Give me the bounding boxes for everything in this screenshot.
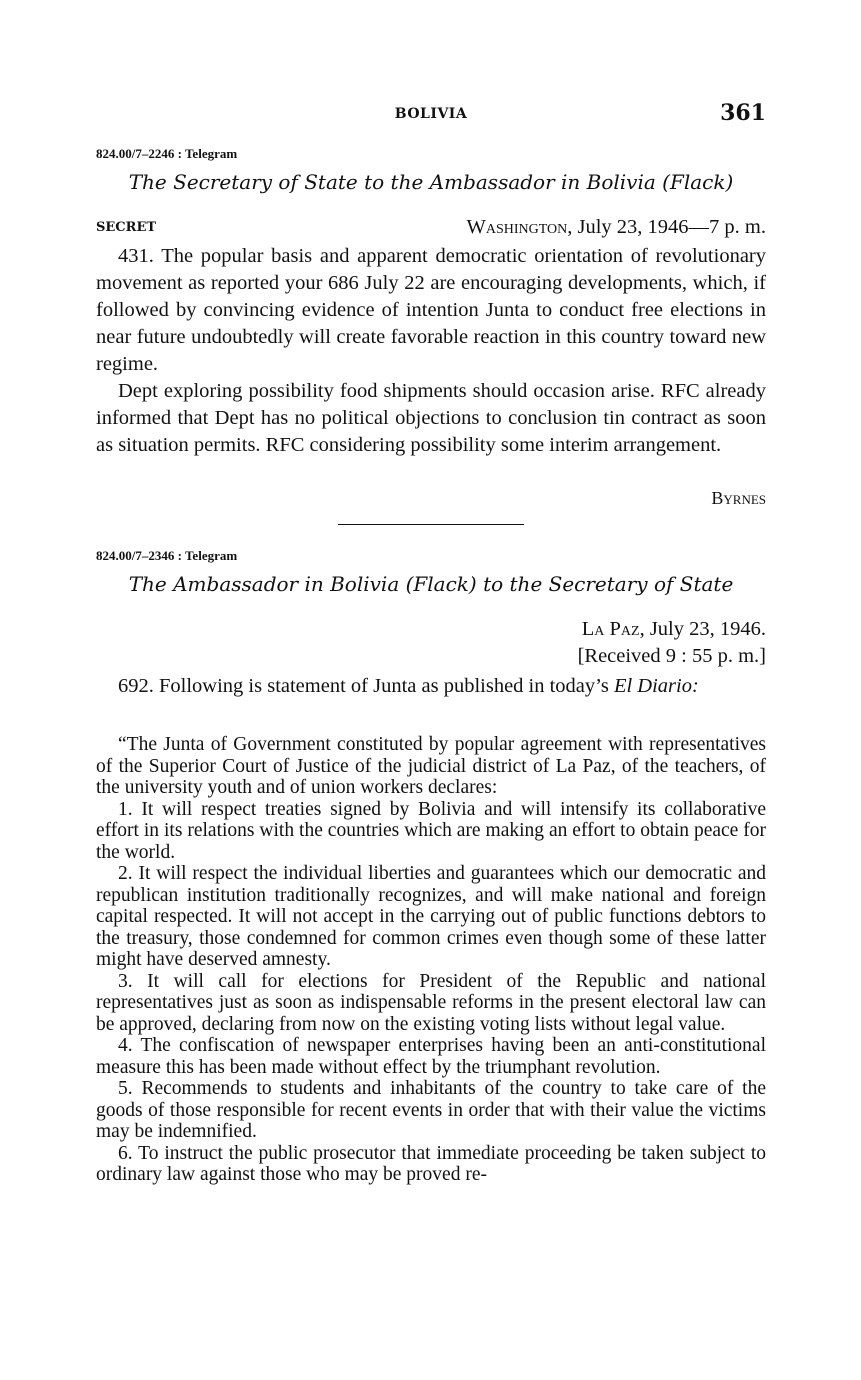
doc1-paragraph: 431. The popular basis and apparent democratic orientation of revolutionary movement as reported your 686 July 22 are encouraging developments, which, if followed by convincing evidence of intention Junta to conduct free elections in near future undoubtedly will create favorable reaction in this country toward new regime. xyxy=(96,245,766,375)
doc1-place: Washington xyxy=(466,216,568,238)
doc2-intro-block xyxy=(96,673,766,700)
quote-paragraph: 2. It will respect the individual liberties and guarantees which our democratic and republican institution traditionally recognizes, and will make national and foreign capital respected. It will not accept in the carrying out of public functions debtors to the treasury, those condemned for common crimes even though some of these latter might have deserved amnesty. xyxy=(96,863,766,970)
doc1-paragraph: Dept exploring possibility food shipments should occasion arise. RFC already informed that Dept has no political objections to conclusion tin contract as soon as situation permits. RFC considering possibility some interim arrangement. xyxy=(96,380,766,456)
doc2-quote xyxy=(96,734,766,1186)
doc1-body xyxy=(96,243,766,459)
doc1-file-ref: 824.00/7–2246 : Telegram xyxy=(96,146,238,161)
page-header xyxy=(96,100,766,130)
doc2-file-ref-block xyxy=(96,548,766,564)
quote-paragraph: 1. It will respect treaties signed by Bolivia and will intensify its collaborative effort in its relations with the countries which are making an effort to obtain peace for the world. xyxy=(96,798,766,863)
doc1-classification: SECRET xyxy=(96,220,157,235)
quote-paragraph: 5. Recommends to students and inhabitants of the country to take care of the goods of those responsible for recent events in order that with their value the victims may be indemnified. xyxy=(96,1078,766,1142)
section-divider xyxy=(96,524,766,525)
doc2-intro xyxy=(96,673,766,700)
doc2-title: The Ambassador in Bolivia (Flack) to the Secretary of State xyxy=(128,572,734,596)
doc2-intro-source: El Diario: xyxy=(613,675,699,697)
doc2-place: La Paz xyxy=(581,618,640,640)
doc1-title: The Secretary of State to the Ambassador in Bolivia (Flack) xyxy=(128,170,734,194)
quote-paragraph: 3. It will call for elections for President of the Republic and national representatives just as soon as indispensable reforms in the present electoral law can be approved, declaring from now on the existing voting lists without legal value. xyxy=(96,970,766,1035)
doc2-title-block xyxy=(96,572,766,596)
quote-paragraph: 4. The confiscation of newspaper enterprises having been an anti-constitutional measure this has been made without effect by the triumphant revolution. xyxy=(96,1035,766,1078)
running-head: BOLIVIA xyxy=(394,106,468,122)
page-number: 361 xyxy=(720,100,766,126)
doc1-signature: Byrnes xyxy=(711,488,766,508)
doc1-dateline-block xyxy=(96,216,766,243)
doc2-date: , July 23, 1946. xyxy=(639,618,766,640)
doc1-file-ref-block xyxy=(96,146,766,162)
doc1-signature-block xyxy=(96,488,766,509)
doc2-dateline-block xyxy=(96,616,766,670)
doc2-dateline xyxy=(96,616,766,643)
quote-paragraph: 6. To instruct the public prosecutor that immediate proceeding be taken subject to ordinary law against those who may be proved re- xyxy=(96,1142,766,1185)
doc1-dateline xyxy=(466,216,766,239)
doc2-file-ref: 824.00/7–2346 : Telegram xyxy=(96,548,238,563)
doc2-received: [Received 9 : 55 p. m.] xyxy=(577,645,766,667)
doc1-title-block xyxy=(96,170,766,194)
doc1-date: , July 23, 1946—7 p. m. xyxy=(567,216,766,238)
divider-rule xyxy=(338,524,524,525)
quote-paragraph: “The Junta of Government constituted by popular agreement with representatives of the Superior Court of Justice of the judicial district of La Paz, of the teachers, of the university youth and of union workers declares: xyxy=(96,734,766,798)
doc2-intro-text: 692. Following is statement of Junta as published in today’s xyxy=(118,675,614,697)
